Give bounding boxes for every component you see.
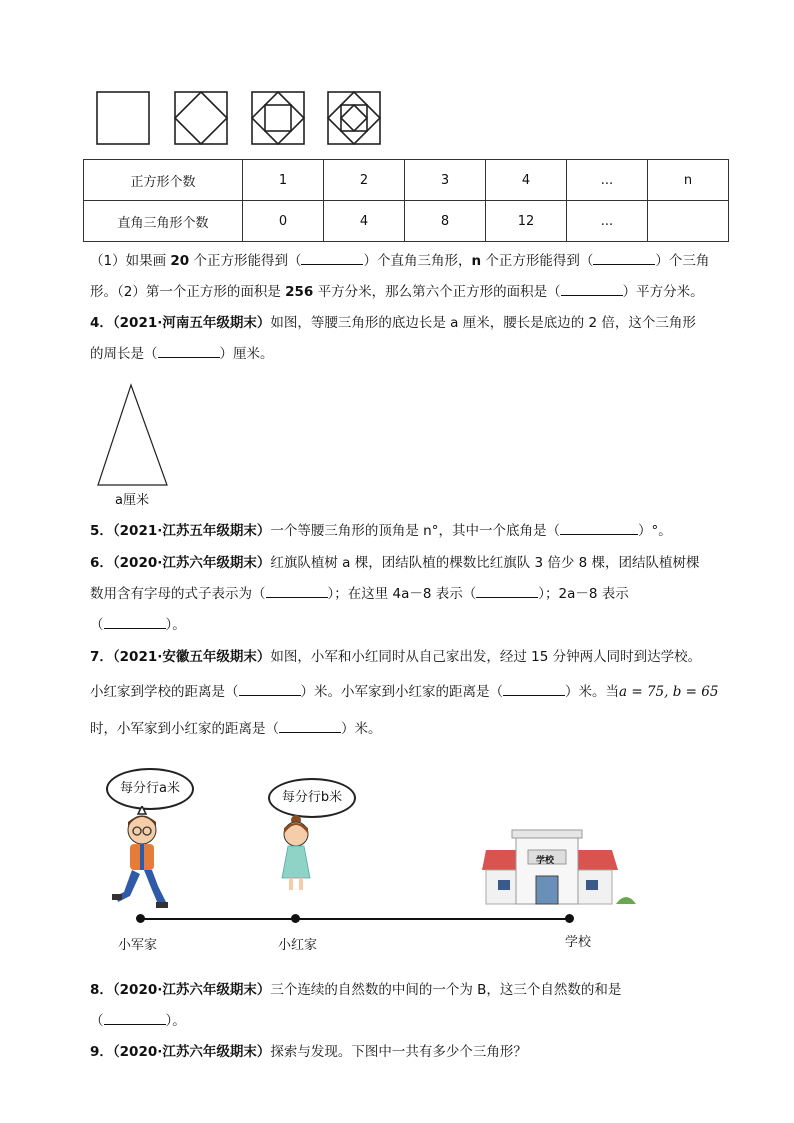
answer-blank[interactable] bbox=[593, 252, 655, 265]
table-cell: 2 bbox=[324, 160, 405, 201]
table-cell: 12 bbox=[486, 201, 567, 242]
square-figure-3 bbox=[252, 92, 304, 144]
answer-blank[interactable] bbox=[301, 252, 363, 265]
answer-blank[interactable] bbox=[104, 616, 166, 629]
table-row bbox=[84, 201, 729, 242]
point-girl-home bbox=[291, 914, 300, 923]
answer-blank[interactable] bbox=[266, 585, 328, 598]
point-boy-home bbox=[136, 914, 145, 923]
distance-line bbox=[140, 918, 570, 920]
table-cell: n bbox=[648, 160, 729, 201]
question-4: 4．（2021·河南五年级期末）如图，等腰三角形的底边长是 a 厘米，腰长是底边的 2 倍，这个三角形 bbox=[90, 315, 696, 331]
answer-blank[interactable] bbox=[560, 522, 638, 535]
row-header: 正方形个数 bbox=[84, 160, 243, 201]
table-cell: ... bbox=[567, 160, 648, 201]
question-7: 7．（2021·安徽五年级期末）如图，小军和小红同时从自己家出发，经过 15 分钟两人同时到达学校。 bbox=[90, 649, 702, 665]
speech-bubble-boy: 每分行a米 bbox=[106, 768, 194, 810]
nested-squares-figure bbox=[95, 88, 385, 150]
question-8: 8．（2020·江苏六年级期末）三个连续的自然数的中间的一个为 B，这三个自然数的和是 bbox=[90, 982, 622, 998]
answer-blank[interactable] bbox=[561, 283, 623, 296]
square-figure-1 bbox=[97, 92, 149, 144]
table-cell: 0 bbox=[243, 201, 324, 242]
table-cell: 3 bbox=[405, 160, 486, 201]
row-header: 直角三角形个数 bbox=[84, 201, 243, 242]
table-cell: 4 bbox=[486, 160, 567, 201]
table-cell bbox=[648, 201, 729, 242]
answer-blank[interactable] bbox=[476, 585, 538, 598]
answer-blank[interactable] bbox=[104, 1012, 166, 1025]
question-7-line3: 时，小军家到小红家的距离是（ ）米。 bbox=[90, 721, 382, 737]
label-school: 学校 bbox=[565, 935, 592, 950]
triangle-base-label: a厘米 bbox=[115, 493, 149, 508]
boy-running-illustration bbox=[112, 806, 172, 910]
math-expression: a = 75, b = 65 bbox=[619, 684, 719, 700]
label-girl-home: 小红家 bbox=[278, 938, 318, 953]
q3-line2: 形。（2）第一个正方形的面积是 256 平方分米，那么第六个正方形的面积是（ ）平方分米。 bbox=[90, 284, 704, 300]
q3-line1: （1）如果画 20 个正方形能得到（ ）个直角三角形，n 个正方形能得到（ ）个三角 bbox=[90, 253, 710, 269]
table-cell: 8 bbox=[405, 201, 486, 242]
label-boy-home: 小军家 bbox=[118, 938, 158, 953]
square-figure-2 bbox=[175, 92, 227, 144]
table-cell: ... bbox=[567, 201, 648, 242]
point-school bbox=[565, 914, 574, 923]
question-4-line2: 的周长是（ ）厘米。 bbox=[90, 346, 274, 362]
question-6-line2: 数用含有字母的式子表示为（ ）；在这里 4a－8 表示（ ）；2a－8 表示 bbox=[90, 586, 629, 602]
answer-blank[interactable] bbox=[239, 683, 301, 696]
speech-bubble-girl: 每分行b米 bbox=[268, 778, 356, 818]
question-5: 5．（2021·江苏五年级期末）一个等腰三角形的顶角是 n°，其中一个底角是（ ）°。 bbox=[90, 523, 672, 539]
question-8-line2: （ ）。 bbox=[90, 1013, 186, 1029]
question-6: 6．（2020·江苏六年级期末）红旗队植树 a 棵，团结队植的棵数比红旗队 3 倍少 8 棵，团结队植树棵 bbox=[90, 555, 700, 571]
question-9: 9．（2020·江苏六年级期末）探索与发现。下图中一共有多少个三角形？ bbox=[90, 1044, 527, 1060]
answer-blank[interactable] bbox=[279, 720, 341, 733]
answer-blank[interactable] bbox=[158, 345, 220, 358]
school-sign: 学校 bbox=[536, 856, 555, 866]
school-building-illustration bbox=[480, 828, 640, 908]
isosceles-triangle-figure bbox=[95, 383, 175, 488]
table-cell: 4 bbox=[324, 201, 405, 242]
table-row bbox=[84, 160, 729, 201]
square-figure-4 bbox=[328, 92, 380, 144]
square-triangle-table bbox=[83, 159, 729, 242]
question-6-line3: （ ）。 bbox=[90, 617, 186, 633]
question-7-line2: 小红家到学校的距离是（ ）米。小军家到小红家的距离是（ ）米。当a = 75, b = 65 bbox=[90, 684, 719, 700]
table-cell: 1 bbox=[243, 160, 324, 201]
girl-illustration bbox=[274, 814, 318, 894]
answer-blank[interactable] bbox=[503, 683, 565, 696]
